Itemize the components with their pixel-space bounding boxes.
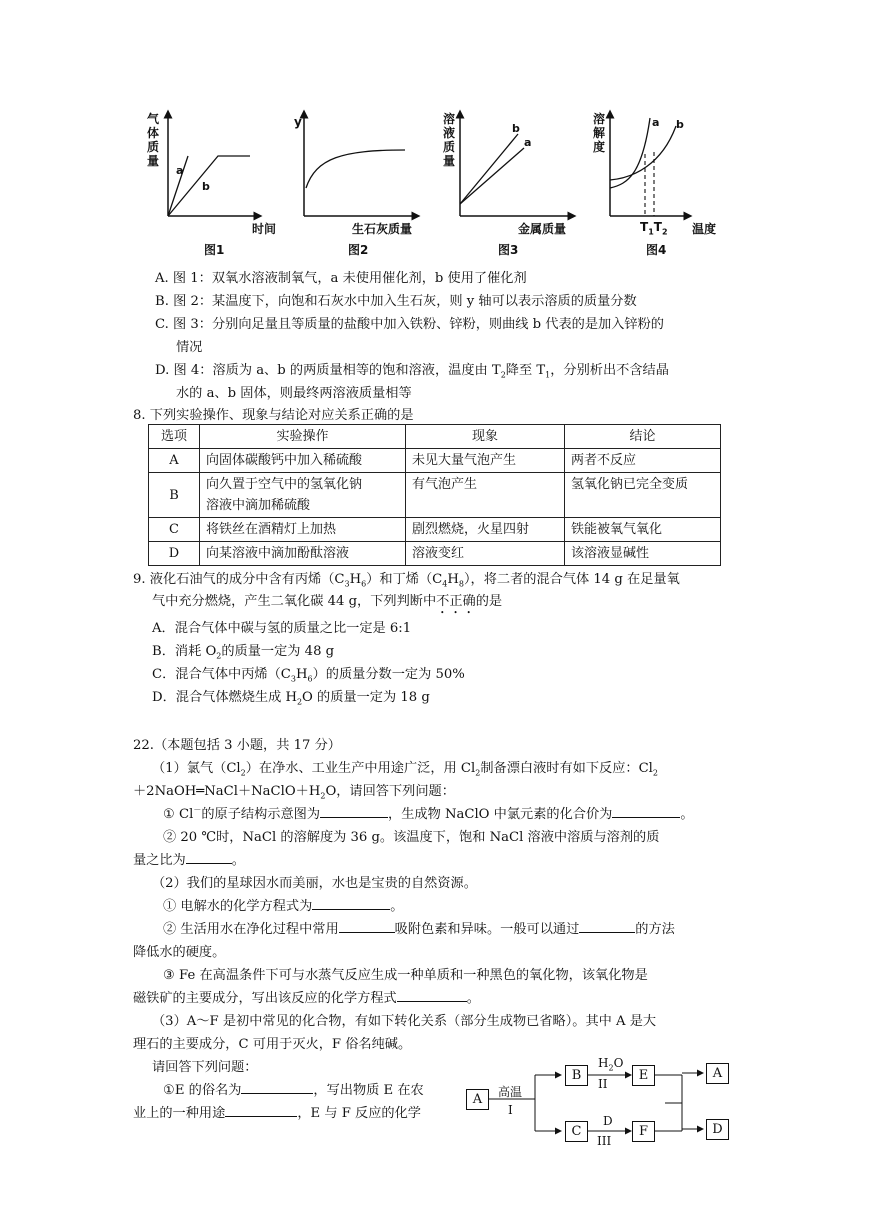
q9-option-b: B．消耗 $O_2$的质量一定为 48 g: [152, 644, 335, 661]
fig4-ylabel: 溶 解 度: [592, 112, 605, 154]
table-header-row: [149, 425, 721, 449]
fig3-curve-b: b: [512, 122, 520, 135]
table-cell: 向固体碳酸钙中加入稀硫酸: [200, 449, 406, 473]
table-cell: 溶液变红: [406, 542, 565, 566]
fig1-curve-b: b: [202, 180, 210, 193]
answer-blank[interactable]: [339, 920, 395, 933]
answer-blank[interactable]: [312, 897, 390, 910]
q9-option-d: D．混合气体燃烧生成 $H_2O$ 的质量一定为 18 g: [152, 690, 430, 707]
table-row: [149, 449, 721, 473]
cond-high-temp: 高温: [498, 1085, 523, 1099]
table-cell: D: [149, 542, 200, 566]
node-a: A: [466, 1089, 489, 1110]
table-cell: 有气泡产生: [406, 473, 565, 518]
node-a-product: A: [706, 1063, 729, 1084]
node-d-product: D: [706, 1119, 729, 1140]
figure-3: [440, 108, 580, 238]
table-header: 选项: [149, 425, 200, 449]
fig4-curve-b: b: [676, 118, 684, 131]
fig2-caption: 图2: [348, 243, 369, 257]
q22-p1-q2-cont: 量之比为 。: [133, 853, 245, 868]
q22-p2-line1: （2）我们的星球因水而美丽，水也是宝贵的自然资源。: [152, 876, 477, 891]
q7-option-c: C. 图 3：分别向足量且等质量的盐酸中加入铁粉、锌粉，则曲线 b 代表的是加入锌粉的: [155, 317, 664, 332]
q22-p2-q3: ③ Fe 在高温条件下可与水蒸气反应生成一种单质和一种黑色的氧化物，该氧化物是: [163, 968, 648, 983]
answer-blank[interactable]: [397, 989, 467, 1002]
fig4-curve-a: a: [652, 116, 660, 129]
table-cell: 剧烈燃烧，火星四射: [406, 518, 565, 542]
table-row: [149, 518, 721, 542]
q22-p3-q2: 业上的一种用途 ，E 与 F 反应的化学: [133, 1106, 421, 1121]
q22-p1-line1: （1）氯气$(Cl_2)$在净水、工业生产中用途广泛，用 $Cl_2$制备漂白液时有如下反应：$Cl_2$: [152, 761, 658, 778]
table-cell: 氢氧化钠已完全变质: [565, 473, 721, 518]
fig4-xlabel: 温度: [692, 222, 717, 236]
step-3-label: III: [597, 1134, 612, 1148]
q22-title: 22.（本题包括 3 小题，共 17 分）: [133, 738, 341, 753]
q8-stem: 8. 下列实验操作、现象与结论对应关系正确的是: [133, 408, 414, 423]
table-row: [149, 473, 721, 518]
node-b: B: [565, 1065, 588, 1086]
table-cell: 将铁丝在酒精灯上加热: [200, 518, 406, 542]
table-cell: 向某溶液中滴加酚酞溶液: [200, 542, 406, 566]
table-header: 实验操作: [200, 425, 406, 449]
node-f: F: [632, 1121, 655, 1142]
fig3-curve-a: a: [524, 136, 532, 149]
table-header: 结论: [565, 425, 721, 449]
fig1-caption: 图1: [204, 243, 225, 257]
table-cell: B: [149, 473, 200, 518]
q9-option-c: C．混合气体中丙烯$(C_3H_6)$的质量分数一定为 50%: [152, 667, 465, 684]
table-row: [149, 542, 721, 566]
reagent-d-label: D: [603, 1114, 613, 1128]
table-header: 现象: [406, 425, 565, 449]
q7-option-a: A. 图 1：双氧水溶液制氧气，a 未使用催化剂，b 使用了催化剂: [155, 271, 527, 286]
q7-option-b: B. 图 2：某温度下，向饱和石灰水中加入生石灰，则 y 轴可以表示溶质的质量分数: [155, 294, 637, 309]
table-cell: 铁能被氧气氧化: [565, 518, 721, 542]
fig1-ylabel: 气 体 质 量: [146, 112, 159, 168]
table-cell: C: [149, 518, 200, 542]
answer-blank[interactable]: [579, 920, 635, 933]
q22-p2-q1: ① 电解水的化学方程式为 。: [163, 899, 404, 914]
table-cell: 向久置于空气中的氢氧化钠 溶液中滴加稀硫酸: [200, 473, 406, 518]
fig1-curve-a: a: [176, 164, 184, 177]
fig3-xlabel: 金属质量: [518, 222, 567, 236]
answer-blank[interactable]: [225, 1104, 297, 1117]
node-e: E: [632, 1065, 655, 1086]
figure-4: [590, 108, 730, 238]
table-cell: A: [149, 449, 200, 473]
q8-table: [148, 424, 721, 566]
q22-p3-line3: 请回答下列问题：: [152, 1060, 258, 1075]
q22-p1-q2: ② 20 ℃时，NaCl 的溶解度为 36 g。该温度下，饱和 NaCl 溶液中溶质与溶剂的质: [163, 830, 660, 845]
q22-p2-q3-cont: 磁铁矿的主要成分，写出该反应的化学方程式 。: [133, 991, 480, 1006]
q7-option-d: D. 图 4：溶质为 a、b 的两质量相等的饱和溶液，温度由 $T_2$降至 $T_1$，分别析出不含结晶: [155, 363, 669, 380]
q22-p1-q1: ① Cl－的原子结构示意图为 ，生成物 NaClO 中氯元素的化合价为 。: [163, 805, 694, 822]
q22-p3-line1: （3）A～F 是初中常见的化合物，有如下转化关系（部分生成物已省略）。其中 A 是大: [152, 1014, 657, 1029]
answer-blank[interactable]: [241, 1081, 313, 1094]
q9-stem-line1: 9. 液化石油气的成分中含有丙烯$(C_3H_6)$和丁烯$(C_4H_8)$，将二者的混合气体 14 g 在足量氧: [133, 572, 680, 589]
table-cell: 该溶液显碱性: [565, 542, 721, 566]
fig2-ylabel: y: [294, 115, 302, 129]
figure-2: [290, 108, 430, 238]
q22-p1-line2: $+2NaOH═NaCl+NaClO+H_2O$，请回答下列问题：: [133, 784, 455, 801]
q22-p3-line2: 理石的主要成分，C 可用于灭火，F 俗名纯碱。: [133, 1037, 412, 1052]
water-label: $H_2O$: [598, 1056, 624, 1073]
q7-option-c-cont: 情况: [176, 340, 203, 355]
answer-blank[interactable]: [612, 805, 680, 818]
fig1-xlabel: 时间: [252, 222, 277, 236]
node-c: C: [565, 1121, 588, 1142]
fig4-t-labels: $T_1T_2$: [640, 220, 668, 237]
fig3-caption: 图3: [498, 243, 519, 257]
fig2-xlabel: 生石灰质量: [352, 222, 413, 236]
step-2-label: II: [598, 1077, 608, 1091]
q22-p2-q2-cont: 降低水的硬度。: [133, 945, 226, 960]
q9-stem-line2: 气中充分燃烧，产生二氧化碳 44 g，下列判断中不正确的是: [152, 594, 503, 609]
fig4-caption: 图4: [646, 243, 667, 257]
q9-option-a: A．混合气体中碳与氢的质量之比一定是 6:1: [152, 621, 412, 636]
q22-p2-q2: ② 生活用水在净化过程中常用 吸附色素和异味。一般可以通过 的方法: [163, 922, 675, 937]
answer-blank[interactable]: [186, 851, 232, 864]
table-cell: 两者不反应: [565, 449, 721, 473]
table-cell: 未见大量气泡产生: [406, 449, 565, 473]
answer-blank[interactable]: [320, 805, 388, 818]
q7-option-d-cont: 水的 a、b 固体，则最终两溶液质量相等: [176, 386, 412, 401]
fig3-ylabel: 溶 液 质 量: [442, 112, 455, 168]
q22-p3-q1: ①E 的俗名为 ，写出物质 E 在农: [163, 1083, 424, 1098]
step-1-label: I: [508, 1103, 513, 1117]
